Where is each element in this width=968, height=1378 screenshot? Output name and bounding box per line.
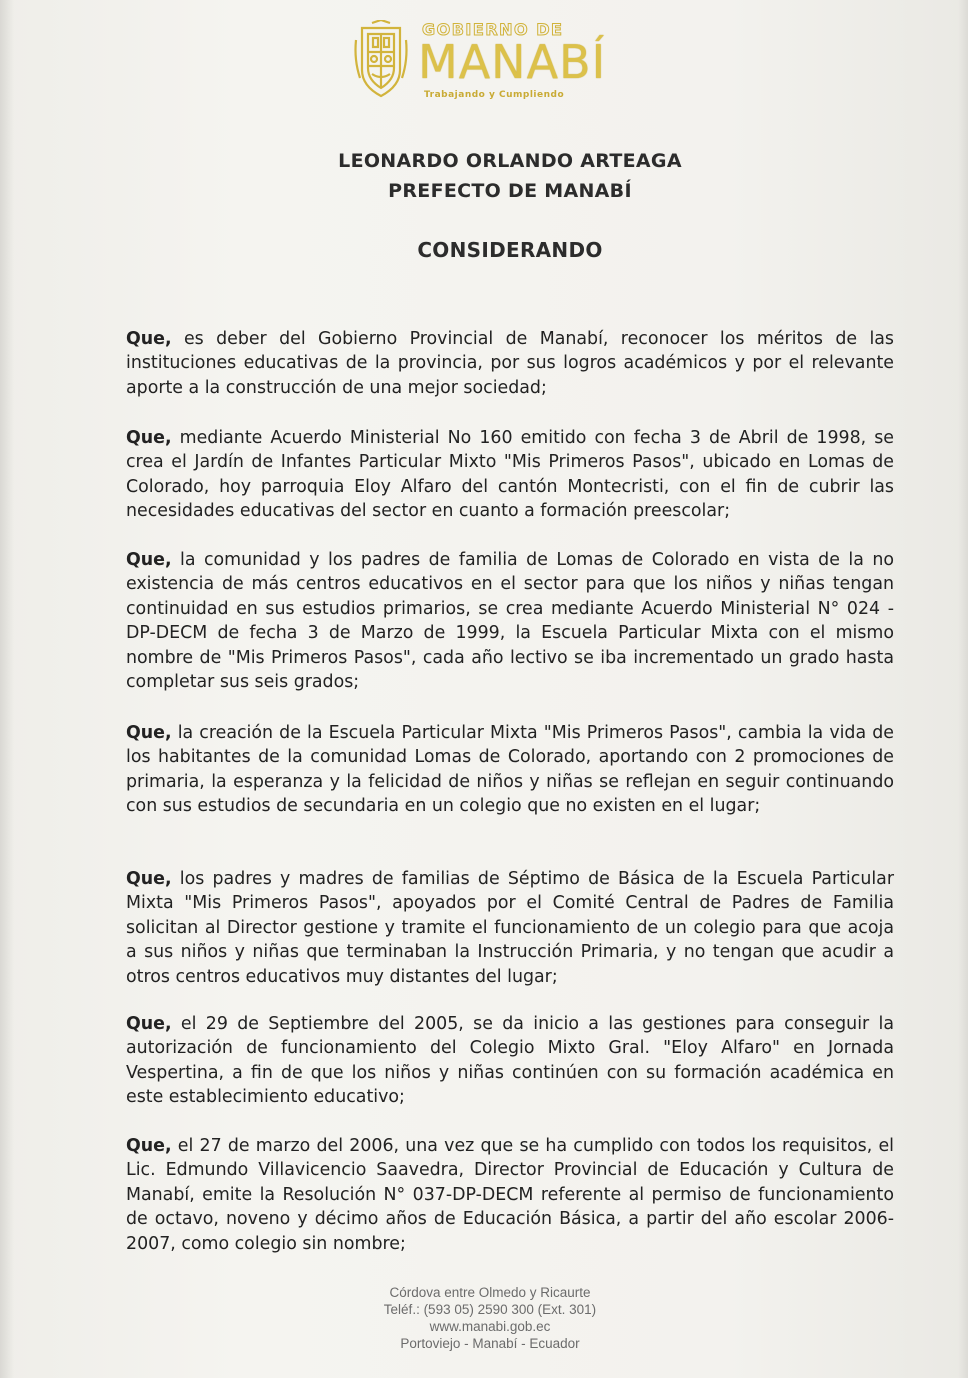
- gobierno-manabi-logo: [352, 18, 622, 106]
- paragraph-text: mediante Acuerdo Ministerial No 160 emitido con fecha 3 de Abril de 1998, se crea el Jardín de Infantes Particular Mixto "Mis Primeros Pasos", ubicado en Lomas de Colorado, hoy parroquia Eloy Alfaro del cantón Montecristi, con el fin de cubrir las necesidades educativas del sector en cuanto a formación preescolar;: [126, 428, 894, 522]
- footer-phone: Teléf.: (593 05) 2590 300 (Ext. 301): [383, 1302, 597, 1317]
- prefect-name: LEONARDO ORLANDO ARTEAGA: [338, 150, 682, 172]
- footer-address: Córdova entre Olmedo y Ricaurte: [389, 1285, 591, 1300]
- paragraph-text: los padres y madres de familias de Séptimo de Básica de la Escuela Particular Mixta "Mis Primeros Pasos", apoyados por el Comité Central de Padres de Familia solicitan al Director gestione y tramite el funcionamiento de un colegio para que acoja a sus niños y niñas que terminaban la Instrucción Primaria, y no tengan que acudir a otros centros educativos muy distantes del lugar;: [126, 869, 894, 987]
- paragraph-7: [126, 1134, 894, 1256]
- paragraph-text: el 29 de Septiembre del 2005, se da inicio a las gestiones para conseguir la autorización de funcionamiento del Colegio Mixto Gral. "Eloy Alfaro" en Jornada Vespertina, a fin de que los niños y niñas continúen con su formación académica en este establecimiento educativo;: [126, 1014, 894, 1108]
- page-edge-shadow-right: [958, 0, 968, 1378]
- footer-contact: [250, 1284, 730, 1352]
- paragraph-lead: Que,: [126, 1014, 172, 1034]
- paragraph-lead: Que,: [126, 1136, 172, 1156]
- paragraph-text: la creación de la Escuela Particular Mixta "Mis Primeros Pasos", cambia la vida de los habitantes de la comunidad Lomas de Colorado, aportando con 2 promociones de primaria, la esperanza y la felicidad de niños y niñas se reflejan en seguir continuando con sus estudios de secundaria en un colegio que no existen en el lugar;: [126, 723, 894, 817]
- paragraph-lead: Que,: [126, 428, 172, 448]
- footer-city: Portoviejo - Manabí - Ecuador: [400, 1336, 580, 1351]
- logo-top-text: GOBIERNO DE: [422, 20, 564, 39]
- prefect-role: PREFECTO DE MANABÍ: [388, 180, 632, 202]
- paragraph-2: [126, 426, 894, 524]
- paragraph-6: [126, 1012, 894, 1110]
- paragraph-5: [126, 867, 894, 989]
- paragraph-lead: Que,: [126, 723, 172, 743]
- section-title: CONSIDERANDO: [417, 238, 603, 262]
- logo-sub-text: Trabajando y Cumpliendo: [424, 90, 565, 100]
- paragraph-1: [126, 327, 894, 400]
- paragraph-lead: Que,: [126, 550, 172, 570]
- footer-website: www.manabi.gob.ec: [429, 1319, 551, 1334]
- page-edge-shadow-left: [0, 0, 14, 1378]
- coat-of-arms-icon: [352, 20, 410, 102]
- paragraph-text: es deber del Gobierno Provincial de Manabí, reconocer los méritos de las instituciones educativas de la provincia, por sus logros académicos y por el relevante aporte a la construcción de una mejor sociedad;: [126, 329, 894, 398]
- paragraph-lead: Que,: [126, 869, 172, 889]
- paragraph-3: [126, 548, 894, 694]
- paragraph-text: la comunidad y los padres de familia de Lomas de Colorado en vista de la no existencia de más centros educativos en el sector para que los niños y niñas tengan continuidad en sus estudios primarios, se crea mediante Acuerdo Ministerial N° 024 - DP-DECM de fecha 3 de Marzo de 1999, la Escuela Particular Mixta con el mismo nombre de "Mis Primeros Pasos", cada año lectivo se iba incrementado un grado hasta completar sus seis grados;: [126, 550, 894, 693]
- paragraph-4: [126, 721, 894, 819]
- paragraph-lead: Que,: [126, 329, 172, 349]
- paragraph-text: el 27 de marzo del 2006, una vez que se ha cumplido con todos los requisitos, el Lic. Edmundo Villavicencio Saavedra, Director Provincial de Educación y Cultura de Manabí, emite la Resolución N° 037-DP-DECM referente al permiso de funcionamiento de octavo, noveno y décimo años de Educación Básica, a partir del año escolar 2006-2007, como colegio sin nombre;: [126, 1136, 894, 1254]
- logo-main-text: MANABÍ: [418, 35, 607, 89]
